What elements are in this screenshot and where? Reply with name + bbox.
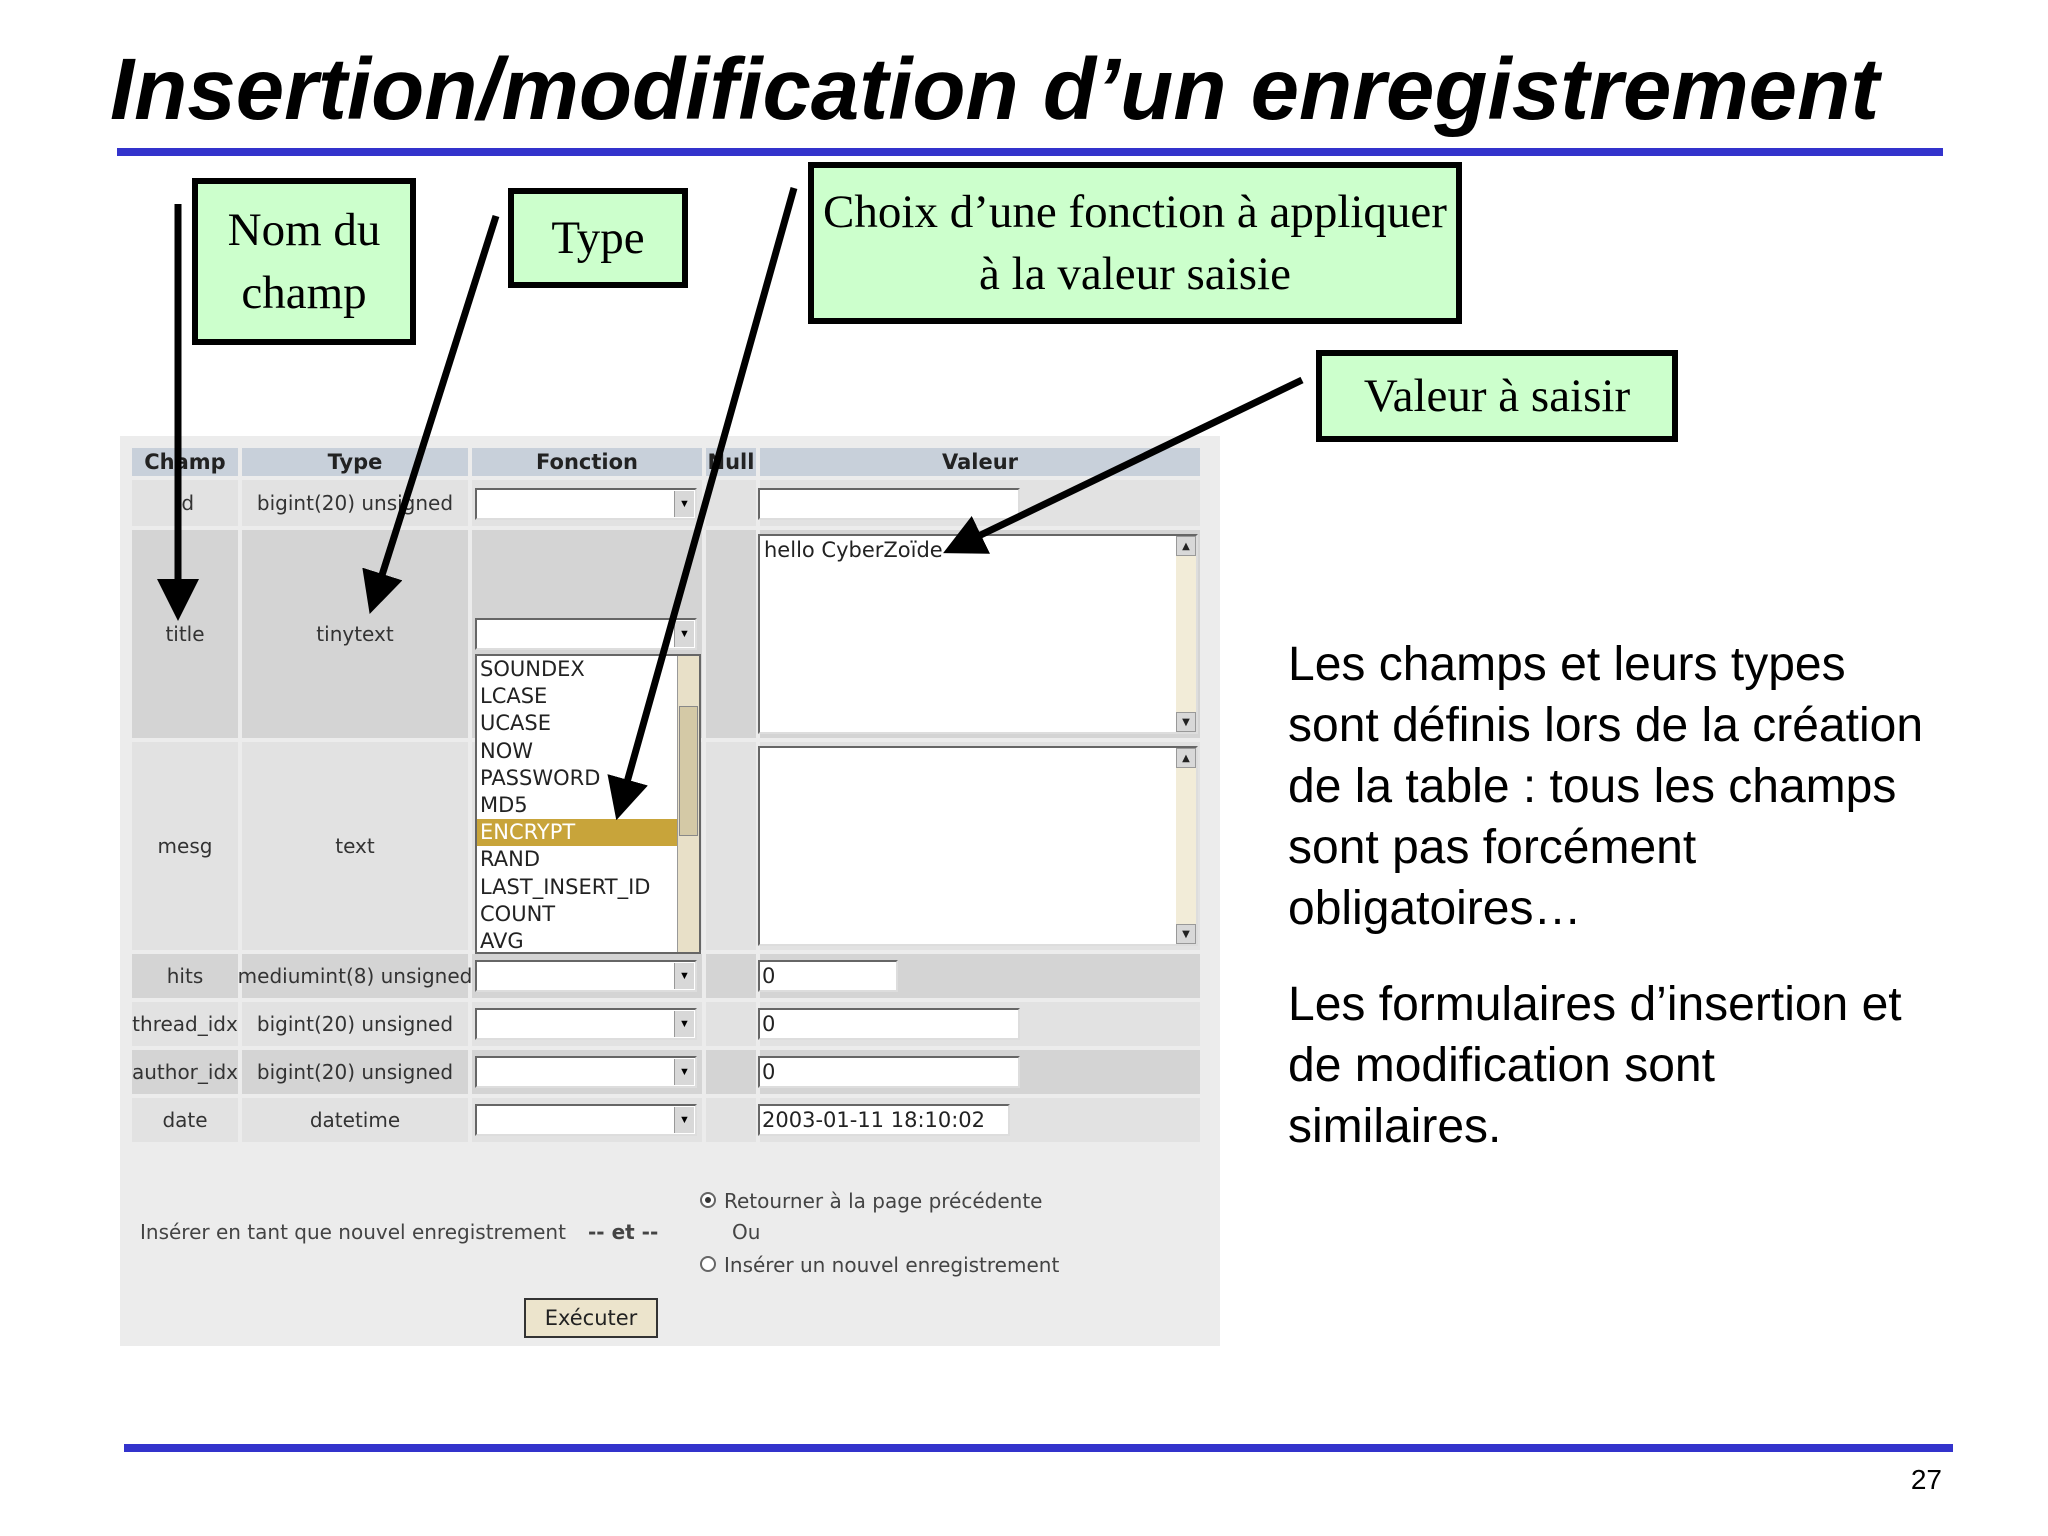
arrow-to-type — [376, 216, 496, 594]
insert-mode-label: Insérer en tant que nouvel enregistrement — [140, 1220, 566, 1244]
cell-type-author-idx: bigint(20) unsigned — [242, 1050, 468, 1094]
chevron-down-icon: ▼ — [674, 621, 694, 647]
cell-type-mesg: text — [242, 742, 468, 950]
value-text-title: hello CyberZoïde — [764, 538, 943, 562]
function-option[interactable]: UCASE — [480, 711, 551, 736]
cell-champ-thread-idx: thread_idx — [132, 1002, 238, 1046]
function-option[interactable]: MD5 — [480, 792, 528, 817]
cell-type-hits: mediumint(8) unsigned — [242, 954, 468, 998]
chevron-down-icon: ▼ — [674, 1107, 694, 1133]
explanation-paragraph-2: Les formulaires d’insertion et de modification sont similaires. — [1288, 978, 1902, 1153]
function-option[interactable]: LCASE — [480, 684, 548, 709]
ou-label: Ou — [732, 1220, 761, 1244]
chevron-down-icon: ▼ — [674, 1059, 694, 1085]
header-valeur: Valeur — [760, 448, 1200, 476]
chevron-down-icon: ▼ — [674, 1011, 694, 1037]
execute-button[interactable]: Exécuter — [524, 1298, 658, 1338]
et-label: -- et -- — [588, 1220, 659, 1244]
slide-title: Insertion/modification d’un enregistrement — [110, 41, 1880, 138]
function-option[interactable]: SOUNDEX — [480, 657, 585, 681]
cell-champ-mesg: mesg — [132, 742, 238, 950]
header-null: Null — [707, 450, 755, 474]
value-input-hits[interactable]: 0 — [758, 960, 898, 992]
chevron-down-icon: ▼ — [674, 491, 694, 517]
arrow-to-fonction — [622, 188, 794, 800]
cell-type-id: bigint(20) unsigned — [242, 480, 468, 526]
callout-fonction: Choix d’une fonction à appliquer à la valeur saisie — [808, 162, 1462, 324]
callout-valeur: Valeur à saisir — [1316, 350, 1678, 442]
cell-champ-title: title — [132, 530, 238, 738]
function-option[interactable]: PASSWORD — [480, 765, 601, 790]
value-input-author-idx[interactable]: 0 — [758, 1056, 1020, 1088]
scroll-down-icon[interactable]: ▼ — [1176, 712, 1196, 732]
function-option[interactable]: AVG — [480, 928, 524, 953]
callout-type: Type — [508, 188, 688, 288]
cell-champ-date: date — [132, 1098, 238, 1142]
page-number: 27 — [1910, 1464, 1942, 1495]
function-option[interactable]: LAST_INSERT_ID — [480, 874, 651, 899]
footer-rule — [124, 1444, 1953, 1452]
value-input-date[interactable]: 2003-01-11 18:10:02 — [758, 1104, 1010, 1136]
function-option-selected[interactable]: ENCRYPT — [477, 819, 699, 846]
cell-type-thread-idx: bigint(20) unsigned — [242, 1002, 468, 1046]
function-option[interactable]: NOW — [480, 738, 534, 763]
cell-champ-author-idx: author_idx — [132, 1050, 238, 1094]
scroll-up-icon[interactable]: ▲ — [1176, 748, 1196, 768]
cell-champ-hits: hits — [132, 954, 238, 998]
cell-type-title: tinytext — [242, 530, 468, 738]
chevron-down-icon: ▼ — [674, 963, 694, 989]
explanation-paragraph-1: Les champs et leurs types sont définis lors de la création de la table : tous les champs sont pas forcément obligatoires… — [1288, 638, 1924, 935]
function-option[interactable]: RAND — [480, 847, 540, 872]
header-type: Type — [242, 448, 468, 476]
scroll-down-icon[interactable]: ▼ — [1176, 924, 1196, 944]
callout-nom-du-champ: Nom du champ — [192, 178, 416, 345]
cell-champ-id: id — [132, 480, 238, 526]
cell-type-date: datetime — [242, 1098, 468, 1142]
value-input-thread-idx[interactable]: 0 — [758, 1008, 1020, 1040]
radio-return-label[interactable]: Retourner à la page précédente — [724, 1189, 1043, 1213]
function-option[interactable]: COUNT — [480, 901, 556, 926]
header-fonction: Fonction — [472, 448, 702, 476]
header-champ: Champ — [132, 448, 238, 476]
radio-insert-label[interactable]: Insérer un nouvel enregistrement — [724, 1253, 1060, 1277]
arrow-to-valeur — [962, 380, 1302, 544]
scroll-up-icon[interactable]: ▲ — [1176, 536, 1196, 556]
